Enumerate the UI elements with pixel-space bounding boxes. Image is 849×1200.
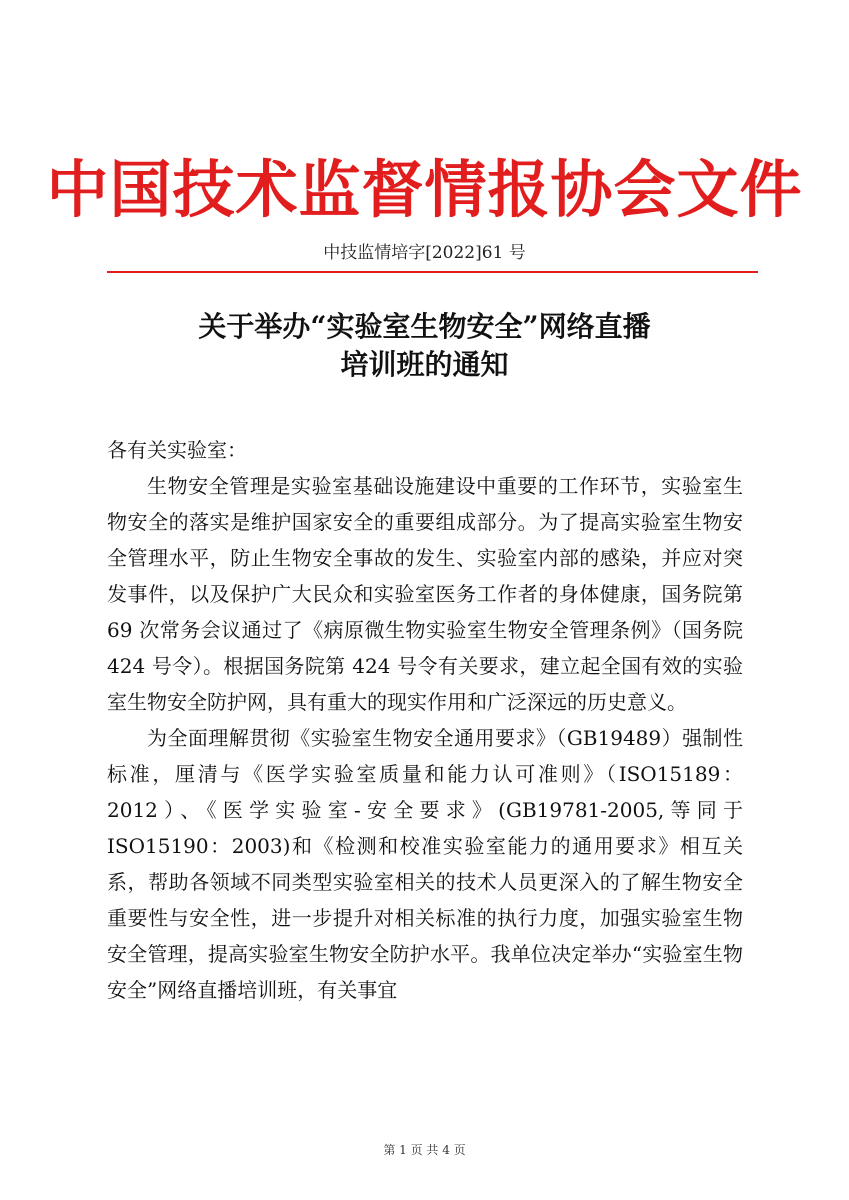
page-footer: 第 1 页 共 4 页 [383, 1143, 466, 1157]
document-number: 中技监情培字[2022]61 号 [323, 243, 526, 263]
body-text [107, 468, 743, 1008]
body-paragraph-2: 为全面理解贯彻《实验室生物安全通用要求》（GB19489）强制性标准，厘清与《医学实验室质量和能力认可准则》（ISO15189：2012）、《医学实验室-安全要求》(GB19781-2005,等同于 ISO15190：2003)和《检测和校准实验室能力的通用要求》相互关系，帮助各领域不同类型实验室相关的技术人员更深入的了解生物安全重要性与安全性，进一步提升对相关标准的执行力度，加强实验室生物安全管理，提高实验室生物安全防护水平。我单位决定举办“实验室生物安全”网络直播培训班，有关事宜 [107, 726, 743, 1002]
body-paragraph-1: 生物安全管理是实验室基础设施建设中重要的工作环节，实验室生物安全的落实是维护国家安全的重要组成部分。为了提高实验室生物安全管理水平，防止生物安全事故的发生、实验室内部的感染，并应对突发事件，以及保护广大民众和实验室医务工作者的身体健康，国务院第 69 次常务会议通过了《病原微生物实验室生物安全管理条例》（国务院 424 号令）。根据国务院第 424 号令有关要求，建立起全国有效的实验室生物安全防护网，具有重大的现实作用和广泛深远的历史意义。 [107, 474, 743, 714]
notice-title-line-2: 培训班的通知 [340, 348, 509, 381]
notice-title [0, 308, 849, 384]
salutation: 各有关实验室： [107, 438, 247, 462]
document-header-title: 中国技术监督情报协会文件 [46, 153, 803, 226]
notice-title-line-1: 关于举办“实验室生物安全”网络直播 [198, 310, 651, 343]
header-divider [107, 271, 758, 273]
